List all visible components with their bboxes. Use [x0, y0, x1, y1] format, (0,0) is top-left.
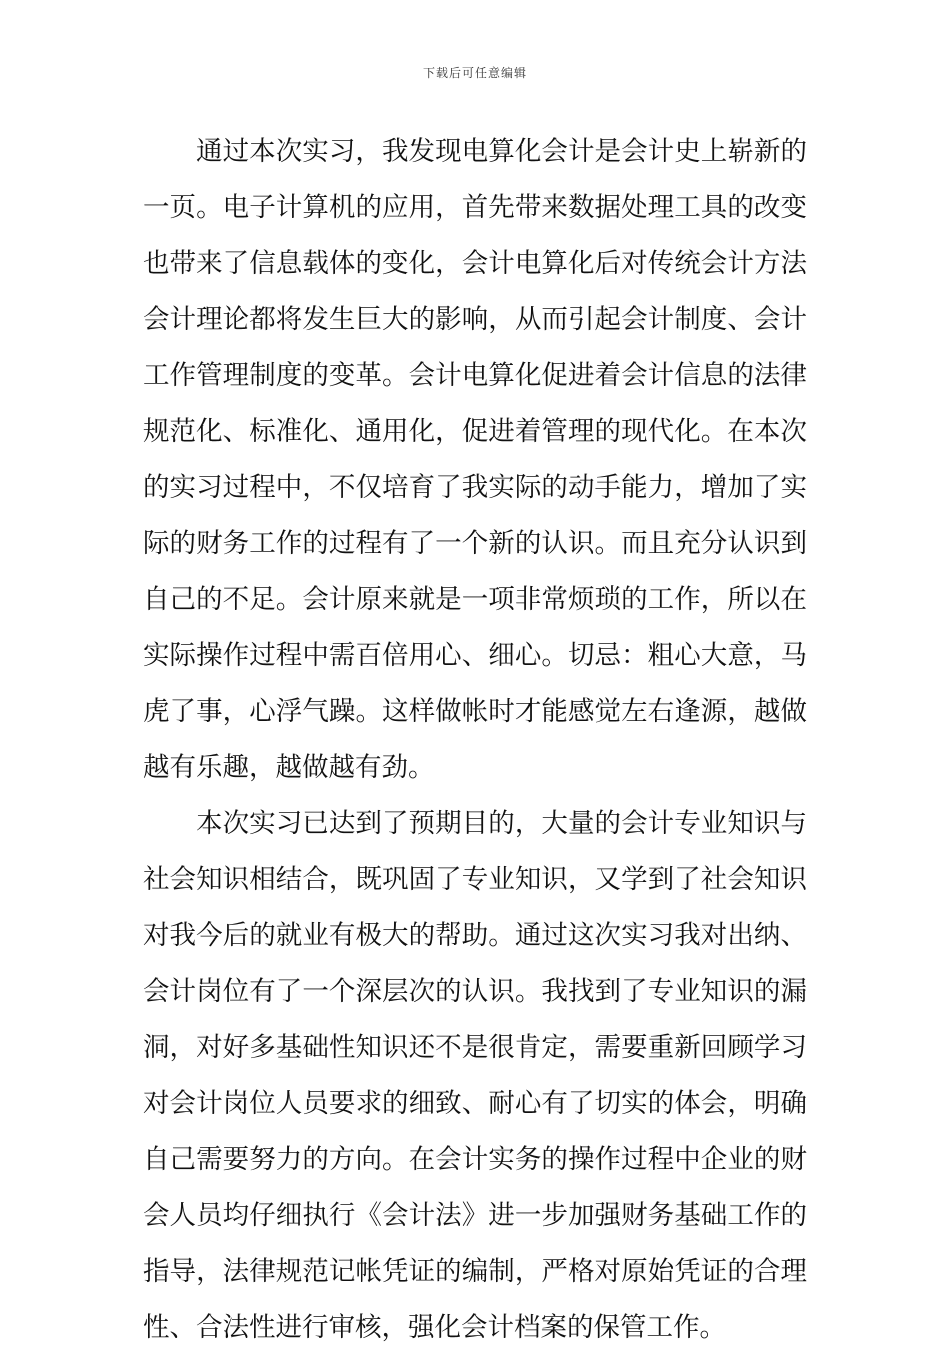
text-line: 工作管理制度的变革。会计电算化促进着会计信息的法律 — [143, 360, 807, 391]
text-line: 自己需要努力的方向。在会计实务的操作过程中企业的财 — [143, 1144, 807, 1175]
text-line: 本次实习已达到了预期目的，大量的会计专业知识与 — [196, 808, 807, 839]
text-line: 自己的不足。会计原来就是一项非常烦琐的工作，所以在 — [143, 584, 807, 615]
text-line: 会计岗位有了一个深层次的认识。我找到了专业知识的漏 — [143, 976, 807, 1007]
text-line: 指导，法律规范记帐凭证的编制，严格对原始凭证的合理 — [143, 1256, 807, 1287]
text-line: 的实习过程中，不仅培育了我实际的动手能力，增加了实 — [143, 472, 807, 503]
text-line: 社会知识相结合，既巩固了专业知识，又学到了社会知识 — [143, 864, 807, 895]
document-body — [143, 130, 807, 1362]
text-line: 对我今后的就业有极大的帮助。通过这次实习我对出纳、 — [143, 920, 807, 951]
text-line: 对会计岗位人员要求的细致、耐心有了切实的体会，明确 — [143, 1088, 807, 1119]
paragraph-2 — [143, 802, 807, 1362]
text-line: 也带来了信息载体的变化，会计电算化后对传统会计方法 — [143, 248, 807, 279]
paragraph-1 — [143, 130, 807, 802]
text-line: 会计理论都将发生巨大的影响，从而引起会计制度、会计 — [143, 304, 807, 335]
text-line: 会人员均仔细执行《会计法》进一步加强财务基础工作的 — [143, 1200, 807, 1231]
text-line: 实际操作过程中需百倍用心、细心。切忌：粗心大意，马 — [143, 640, 807, 671]
text-line: 一页。电子计算机的应用，首先带来数据处理工具的改变 — [143, 192, 807, 223]
text-line: 虎了事，心浮气躁。这样做帐时才能感觉左右逢源，越做 — [143, 696, 807, 727]
text-line: 际的财务工作的过程有了一个新的认识。而且充分认识到 — [143, 528, 807, 559]
text-line: 通过本次实习，我发现电算化会计是会计史上崭新的 — [196, 136, 807, 167]
text-line: 洞，对好多基础性知识还不是很肯定，需要重新回顾学习 — [143, 1032, 807, 1063]
text-line: 性、合法性进行审核，强化会计档案的保管工作。 — [143, 1312, 726, 1343]
page-header: 下载后可任意编辑 — [422, 66, 527, 80]
text-line: 规范化、标准化、通用化，促进着管理的现代化。在本次 — [143, 416, 807, 447]
text-line: 越有乐趣，越做越有劲。 — [143, 752, 435, 783]
